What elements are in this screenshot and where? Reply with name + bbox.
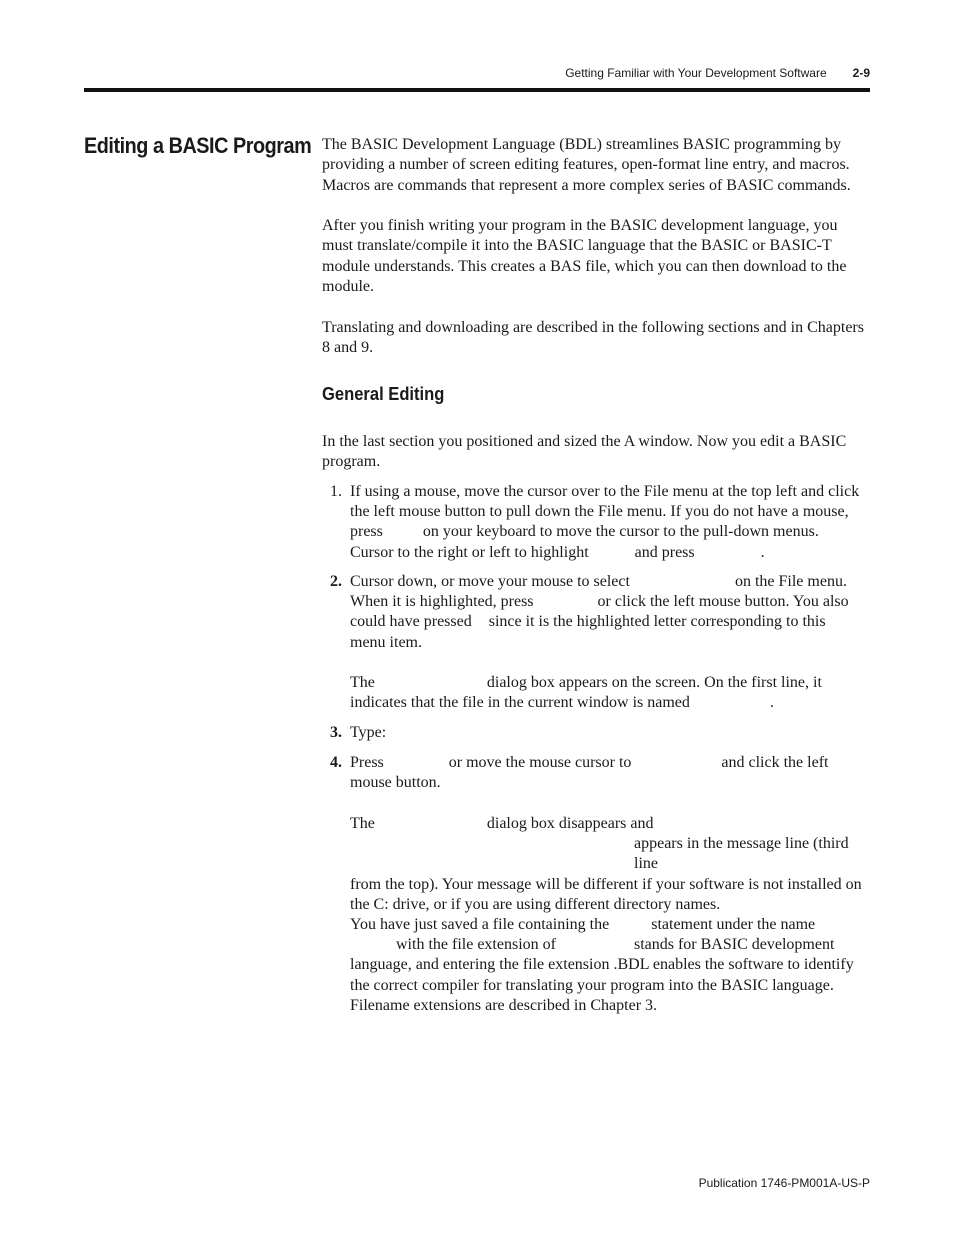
step-4-note2-2b: stands for BASIC development	[633, 936, 835, 954]
step-1-line-4b: and press	[634, 543, 695, 561]
step-4-note2-2a: with the file extension of	[396, 936, 556, 954]
step-4-note2-1a: You have just saved a file containing the	[350, 916, 610, 933]
step-2-line-2a: When it is highlighted, press	[350, 593, 534, 611]
step-4-note1-3: from the top). Your message will be different if your software is not installed on	[350, 875, 862, 893]
step-1	[350, 482, 872, 563]
step-4	[350, 753, 872, 793]
paragraph-downloading: Translating and downloading are described in the following sections and in Chapters 8 and 9.	[322, 319, 864, 357]
step-4-note-2	[350, 915, 872, 1016]
step-2-note-2a: indicates that the file in the current window is named	[350, 694, 690, 712]
step-2-line-3a: could have pressed	[350, 613, 472, 631]
step-2-note-2b: .	[769, 694, 774, 712]
step-2-line-4: menu item.	[350, 633, 422, 651]
step-1-line-4a: Cursor to the right or left to highlight	[350, 543, 589, 561]
step-2	[350, 572, 872, 653]
step-number: 2.	[330, 573, 342, 590]
step-2-note-1b: dialog box appears on the screen. On the first line, it	[486, 674, 822, 691]
step-2-line-1a: Cursor down, or move your mouse to select	[350, 573, 630, 590]
step-4-note2-4: the correct compiler for translating your program into the BASIC language.	[350, 976, 834, 994]
step-1-line-1: If using a mouse, move the cursor over to the File menu at the top left and click	[350, 483, 860, 500]
step-4-note2-3: language, and entering the file extension .BDL enables the software to identify	[350, 956, 854, 974]
publication-footer: Publication 1746-PM001A-US-P	[698, 1176, 870, 1190]
step-1-line-3b: on your keyboard to move the cursor to the pull-down menus.	[422, 523, 819, 541]
step-4-note1-1b: dialog box disappears and	[486, 815, 654, 832]
paragraph-general-intro: In the last section you positioned and sized the A window. Now you edit a BASIC program.	[322, 433, 847, 471]
step-number: 3.	[330, 724, 342, 741]
step-number: 4.	[330, 754, 342, 771]
step-4-note2-5: Filename extensions are described in Chapter 3.	[350, 996, 658, 1014]
paragraph-bdl-intro: The BASIC Development Language (BDL) streamlines BASIC programming by providing a number of screen editing features, open-format line entry, and macros. Macros are commands that represent a more complex series of BASIC commands.	[322, 136, 851, 194]
paragraph-translate: After you finish writing your program in the BASIC development language, you must translate/compile it into the BASIC language that the BASIC or BASIC-T module understands. This creates a BAS file, which you can then download to the module.	[322, 217, 847, 295]
step-4-note-1	[350, 814, 872, 915]
step-4-line-1c: and click the left	[721, 754, 829, 771]
step-4-line-2: mouse button.	[350, 774, 441, 792]
step-3: Type:	[350, 724, 387, 741]
step-4-note1-1a: The	[350, 815, 375, 832]
section-title: Editing a BASIC Program	[84, 133, 312, 158]
step-4-line-1a: Press	[350, 754, 384, 771]
step-4-note1-4: the C: drive, or if you are using different directory names.	[350, 895, 721, 913]
step-2-note-1a: The	[350, 674, 375, 691]
step-1-line-2: the left mouse button to pull down the File menu. If you do not have a mouse,	[350, 503, 849, 521]
step-2-line-3b: since it is the highlighted letter corresponding to this	[488, 613, 826, 631]
step-2-note	[350, 673, 872, 713]
step-2-line-1b: on the File menu.	[734, 573, 847, 590]
header-rule	[84, 88, 870, 92]
subsection-heading: General Editing	[322, 384, 445, 404]
running-header	[540, 66, 870, 80]
step-4-note2-1b: statement under the name	[651, 916, 816, 933]
step-1-line-3a: press	[350, 523, 383, 541]
step-1-line-4c: .	[760, 543, 765, 561]
chapter-title: Getting Familiar with Your Development Software	[565, 66, 827, 80]
step-4-line-1b: or move the mouse cursor to	[448, 754, 632, 771]
step-2-line-2b: or click the left mouse button. You also	[597, 593, 849, 611]
step-number: 1.	[330, 483, 342, 500]
step-4-note1-2: appears in the message line (third line	[634, 835, 849, 873]
page-number: 2-9	[852, 66, 870, 80]
